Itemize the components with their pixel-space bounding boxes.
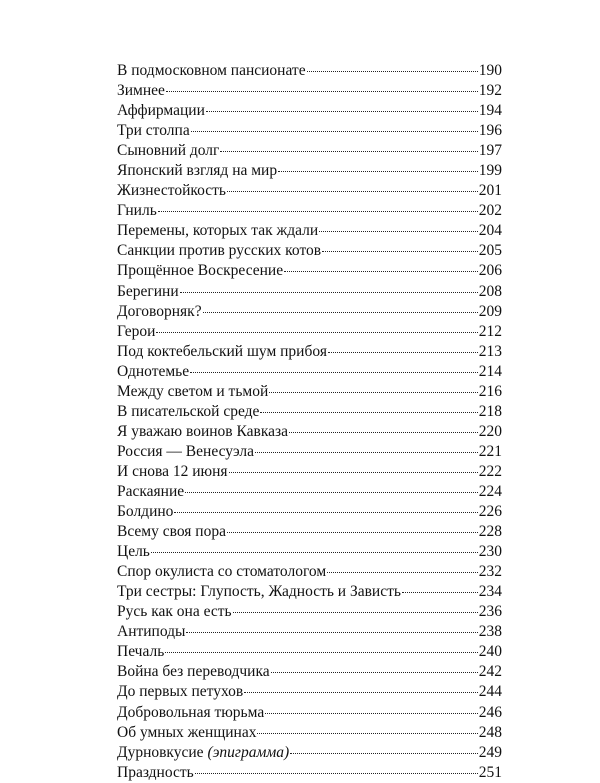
dot-leader — [227, 518, 478, 533]
toc-entry-page-number: 196 — [478, 122, 502, 140]
dot-leader — [165, 638, 477, 653]
toc-entry-page-number: 249 — [478, 743, 502, 761]
toc-entry-note: (эпиграмма) — [207, 743, 290, 761]
dot-leader — [284, 257, 478, 272]
toc-entry-title-text: Спор окулиста со стоматологом — [117, 563, 327, 581]
toc-entry-title — [117, 141, 219, 161]
toc-entry-page-number: 209 — [478, 302, 502, 320]
toc-entry — [117, 762, 502, 782]
dot-leader — [255, 438, 478, 453]
toc-entry-title-text: Добровольная тюрьма — [117, 703, 265, 721]
toc-entry-page-number: 248 — [478, 723, 502, 741]
dot-leader — [257, 719, 477, 734]
toc-entry-title-text: Сыновний долг — [117, 142, 220, 160]
toc-entry-page-number: 204 — [478, 222, 502, 240]
dot-leader — [227, 177, 478, 192]
toc-entry-title-text: Берегини — [117, 282, 179, 300]
dot-leader — [203, 298, 478, 313]
dot-leader — [327, 558, 478, 573]
toc-entry-title-text: Три сестры: Глупость, Жадность и Зависть — [117, 583, 401, 601]
toc-entry-title — [117, 703, 264, 723]
toc-entry-title — [117, 221, 318, 241]
dot-leader — [195, 759, 478, 774]
dot-leader — [322, 237, 478, 252]
toc-entry-page-number: 224 — [478, 482, 502, 500]
toc-entry-title-text: Антиподы — [117, 623, 186, 641]
dot-leader — [186, 618, 477, 633]
toc-entry-title-text: В писательской среде — [117, 402, 260, 420]
dot-leader — [220, 137, 477, 152]
toc-entry-title-text: Война без переводчика — [117, 663, 270, 681]
toc-entry-page-number: 220 — [478, 422, 502, 440]
toc-entry-page-number: 212 — [478, 322, 502, 340]
dot-leader — [278, 157, 478, 172]
toc-entry-page-number: 221 — [478, 442, 502, 460]
dot-leader — [233, 598, 478, 613]
toc-entry-page-number: 242 — [478, 663, 502, 681]
toc-entry-title-text: Однотемье — [117, 362, 190, 380]
dot-leader — [328, 338, 478, 353]
toc-entry-page-number: 216 — [478, 382, 502, 400]
toc-entry-page-number: 205 — [478, 242, 502, 260]
toc-entry-title-text: Санкции против русских котов — [117, 242, 322, 260]
toc-entry-title — [117, 562, 326, 582]
toc-entry-title — [117, 542, 150, 562]
toc-entry-title-text: Три столпа — [117, 122, 190, 140]
dot-leader — [244, 678, 478, 693]
toc-entry-page-number: 228 — [478, 523, 502, 541]
toc-entry-page-number: 240 — [478, 643, 502, 661]
dot-leader — [319, 217, 478, 232]
toc-entry-page-number: 218 — [478, 402, 502, 420]
toc-entry-title-text: Гниль — [117, 202, 157, 220]
toc-entry-title-text: Прощённое Воскресение — [117, 262, 284, 280]
toc-entry-title-text: Зимнее — [117, 82, 165, 100]
toc-entry-title-text: Праздность — [117, 763, 194, 781]
toc-entry-page-number: 201 — [478, 182, 502, 200]
dot-leader — [229, 458, 478, 473]
toc-entry-title-text: Цель — [117, 543, 150, 561]
toc-entry-page-number: 251 — [478, 763, 502, 781]
toc-entry-title-text: Жизнестойкость — [117, 182, 226, 200]
toc-entry-title — [117, 322, 155, 342]
toc-entry-page-number: 199 — [478, 162, 502, 180]
toc-entry-title-text: Перемены, которых так ждали — [117, 222, 319, 240]
toc-entry-page-number: 232 — [478, 563, 502, 581]
toc-entry-title-text: Я уважаю воинов Кавказа — [117, 422, 289, 440]
toc-entry-title — [117, 282, 179, 302]
dot-leader — [166, 77, 478, 92]
toc-entry-page-number: 202 — [478, 202, 502, 220]
toc-entry-title-text: В подмосковном пансионате — [117, 62, 306, 79]
dot-leader — [290, 739, 478, 754]
toc-entry-page-number: 197 — [478, 142, 502, 160]
toc-entry-title-text: Дурновкусие — [117, 743, 204, 761]
toc-entry-title — [117, 502, 173, 522]
toc-entry-page-number: 213 — [478, 342, 502, 360]
toc-entry-title — [117, 682, 243, 702]
toc-entry-title — [117, 121, 190, 141]
toc-entry-title-text: Об умных женщинах — [117, 723, 257, 741]
toc-entry-title-text: Герои — [117, 322, 156, 340]
dot-leader — [260, 398, 477, 413]
toc-entry-page-number: 226 — [478, 503, 502, 521]
toc-entry-page-number: 238 — [478, 623, 502, 641]
dot-leader — [271, 658, 478, 673]
toc-entry-page-number: 190 — [478, 62, 502, 79]
dot-leader — [174, 498, 477, 513]
toc-entry-page-number: 230 — [478, 543, 502, 561]
toc-entry-page-number: 246 — [478, 703, 502, 721]
toc-entry-title — [117, 81, 165, 101]
dot-leader — [185, 478, 478, 493]
toc-entry-page-number: 194 — [478, 102, 502, 120]
toc-entry-title-text: До первых петухов — [117, 683, 244, 701]
dot-leader — [307, 57, 478, 72]
dot-leader — [156, 318, 477, 333]
toc-entry-title-text: Россия — Венесуэла — [117, 442, 254, 460]
toc-entry-title — [117, 763, 194, 783]
toc-entry-title-text: Болдино — [117, 503, 174, 521]
toc-entry-title-text: Между светом и тьмой — [117, 382, 269, 400]
table-of-contents — [117, 60, 502, 782]
toc-entry-title-text: И снова 12 июня — [117, 462, 228, 480]
toc-entry-title — [117, 362, 189, 382]
dot-leader — [269, 378, 478, 393]
toc-entry-title-text: Японский взгляд на мир — [117, 162, 278, 180]
toc-entry-title — [117, 402, 259, 422]
toc-entry-page-number: 192 — [478, 82, 502, 100]
toc-entry-page-number: 208 — [478, 282, 502, 300]
toc-entry-page-number: 244 — [478, 683, 502, 701]
dot-leader — [180, 278, 478, 293]
toc-entry-title — [117, 382, 268, 402]
dot-leader — [190, 358, 478, 373]
toc-entry-title-text: Раскаяние — [117, 482, 185, 500]
toc-entry-title-text: Договорняк? — [117, 302, 202, 320]
dot-leader — [158, 197, 478, 212]
toc-entry-title — [117, 642, 164, 662]
toc-entry-page-number: 206 — [478, 262, 502, 280]
toc-entry-title-text: Печаль — [117, 643, 165, 661]
toc-entry-page-number: 214 — [478, 362, 502, 380]
toc-entry-page-number: 234 — [478, 583, 502, 601]
dot-leader — [289, 418, 478, 433]
toc-entry-title-text: Русь как она есть — [117, 603, 232, 621]
toc-entry-title-text: Под коктебельский шум прибоя — [117, 342, 327, 360]
toc-entry-title — [117, 723, 256, 743]
toc-entry-title-text: Всему своя пора — [117, 523, 226, 541]
toc-entry-page-number: 236 — [478, 603, 502, 621]
toc-entry-title — [117, 201, 157, 221]
dot-leader — [206, 97, 478, 112]
dot-leader — [265, 699, 478, 714]
dot-leader — [151, 538, 478, 553]
dot-leader — [402, 578, 478, 593]
toc-entry-page-number: 222 — [478, 462, 502, 480]
toc-entry-title-text: Аффирмации — [117, 102, 205, 120]
dot-leader — [191, 117, 478, 132]
